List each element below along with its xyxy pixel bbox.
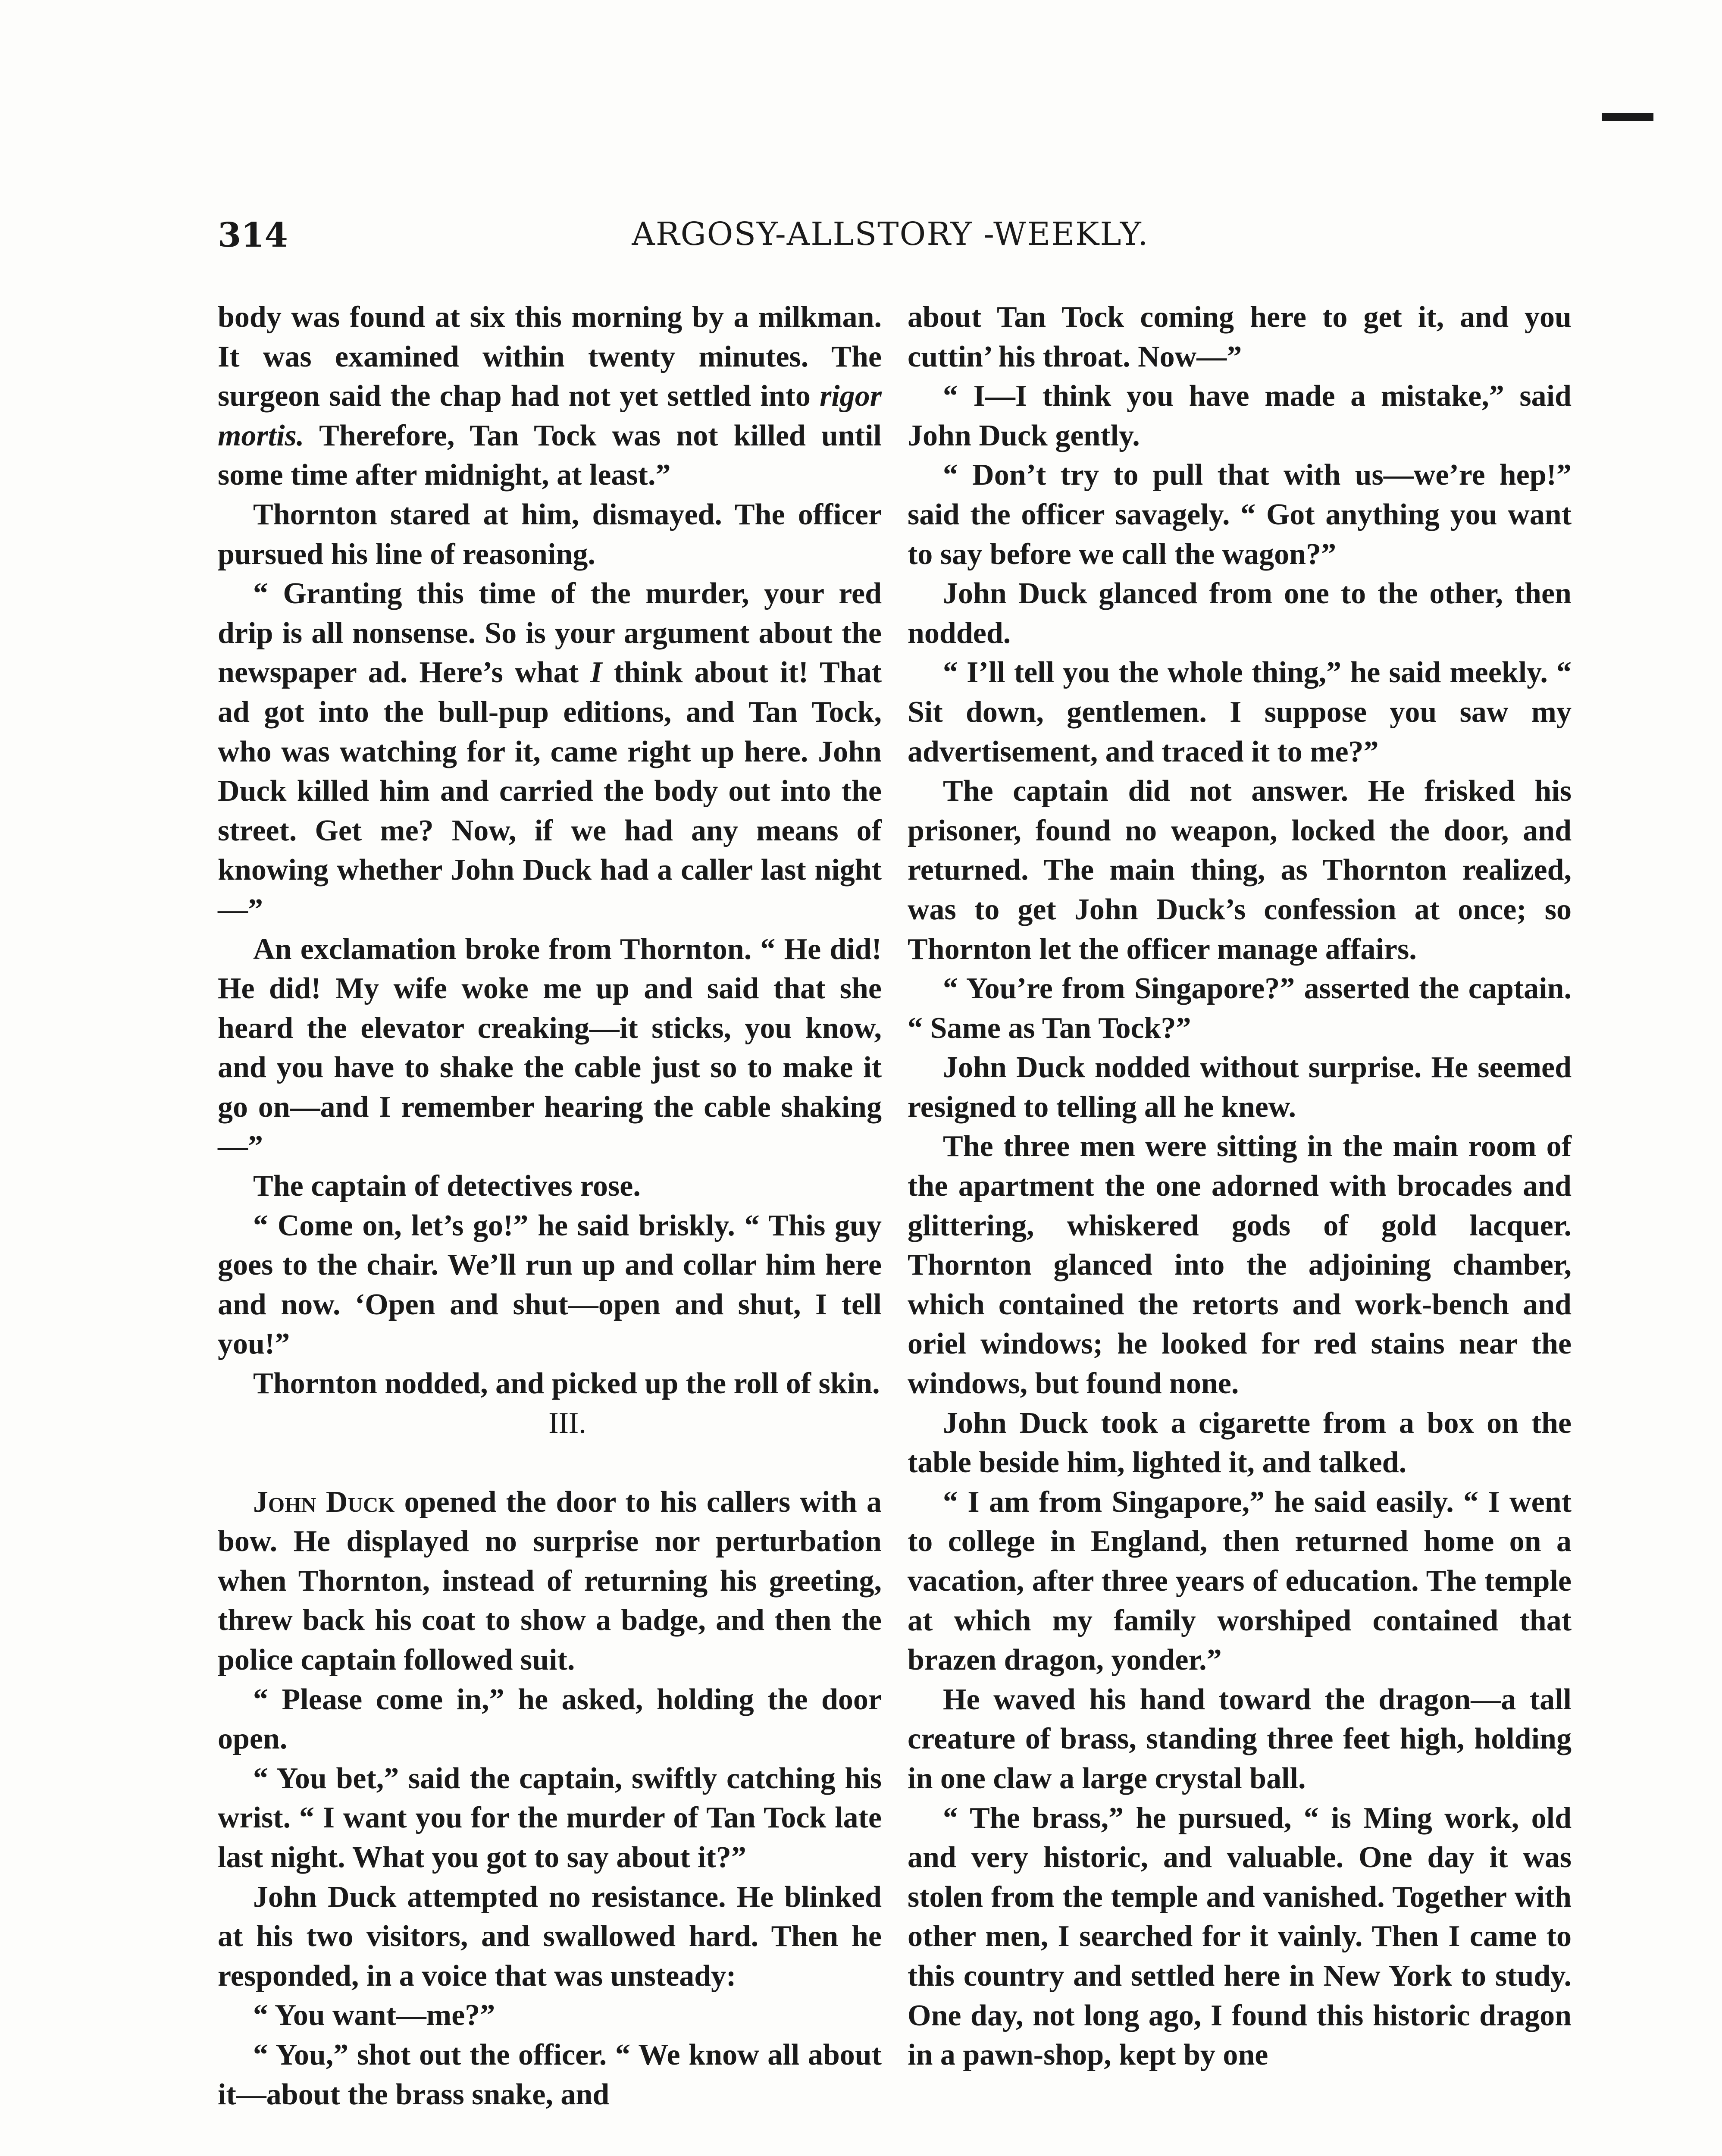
- scan-artifact-mark: [1602, 113, 1653, 121]
- paragraph: An exclamation broke from Thornton. “ He did! He did! My wife woke me up and said that she heard the elevator creaking—it sticks, you know, and you have to shake the cable just so to make it go on—and I remember hearing the cable shaking—”: [218, 932, 882, 1163]
- paragraph: John Duck took a cigarette from a box on the table beside him, lighted it, and talked.: [908, 1406, 1572, 1479]
- paragraph: John Duck nodded without surprise. He seemed resigned to telling all he knew.: [908, 1051, 1572, 1124]
- paragraph: “ The brass,” he pursued, “ is Ming work, old and very historic, and valuable. One day it was stolen from the temple and vanished. Together with other men, I searched for it vainly. Then I came to this country and settled here in New York to study. One day, not long ago, I found this historic dragon in a pawn-shop, kept by one: [908, 1801, 1572, 2072]
- paragraph: “ Please come in,” he asked, holding the door open.: [218, 1683, 882, 1756]
- paragraph: The captain did not answer. He frisked his prisoner, found no weapon, locked the door, and returned. The main thing, as Thornton realized, was to get John Duck’s confession at once; so Thornton let the officer manage affairs.: [908, 774, 1572, 966]
- right-column: [908, 298, 1572, 2075]
- paragraph: “ Don’t try to pull that with us—we’re hep!” said the officer savagely. “ Got anything you want to say before we call the wagon?”: [908, 458, 1572, 571]
- paragraph: He waved his hand toward the dragon—a tall creature of brass, standing three feet high, holding in one claw a large crystal ball.: [908, 1683, 1572, 1795]
- paragraph: “ Come on, let’s go!” he said briskly. “ This guy goes to the chair. We’ll run up and collar him here and now. ‘Open and shut—open and shut, I tell you!”: [218, 1209, 882, 1361]
- paragraph: Thornton stared at him, dismayed. The officer pursued his line of reasoning.: [218, 498, 882, 571]
- section-heading: III.: [548, 1406, 586, 1440]
- page-number: 314: [218, 216, 288, 255]
- paragraph: “ I am from Singapore,” he said easily. “ I went to college in England, then returned home on a vacation, after three years of education. The temple at which my family worshiped contained that brazen dragon, yonder.”: [908, 1485, 1572, 1677]
- paragraph: “ I’ll tell you the whole thing,” he said meekly. “ Sit down, gentlemen. I suppose you saw my advertisement, and traced it to me?”: [908, 656, 1572, 768]
- paragraph: John Duck attempted no resistance. He blinked at his two visitors, and swallowed hard. Then he responded, in a voice that was unsteady:: [218, 1880, 882, 1993]
- paragraph: “ You want—me?”: [253, 1999, 495, 2032]
- paragraph: body was found at six this morning by a milkman. It was examined within twenty minutes. The surgeon said the chap had not yet settled into rigor mortis. Therefore, Tan Tock was not killed until some time after midnight, at least.”: [218, 301, 882, 492]
- paragraph: “ You bet,” said the captain, swiftly catching his wrist. “ I want you for the murder of Tan Tock late last night. What you got to say about it?”: [218, 1761, 882, 1874]
- paragraph: John Duck glanced from one to the other, then nodded.: [908, 577, 1572, 650]
- paragraph: “ I—I think you have made a mistake,” said John Duck gently.: [908, 379, 1572, 452]
- paragraph: “ Granting this time of the murder, your red drip is all nonsense. So is your argument about the newspaper ad. Here’s what I think about it! That ad got into the bull-pup editions, and Tan Tock, who was watching for it, came right up here. John Duck killed him and carried the body out into the street. Get me? Now, if we had any means of knowing whether John Duck had a caller last night—”: [218, 577, 882, 926]
- paragraph: The captain of detectives rose.: [253, 1169, 641, 1203]
- paragraph: Thornton nodded, and picked up the roll of skin.: [253, 1367, 880, 1401]
- paragraph: “ You’re from Singapore?” asserted the captain. “ Same as Tan Tock?”: [908, 972, 1572, 1045]
- running-title: ARGOSY-ALLSTORY -WEEKLY.: [632, 216, 1149, 253]
- paragraph: about Tan Tock coming here to get it, and you cuttin’ his throat. Now—”: [908, 301, 1572, 373]
- paragraph: The three men were sitting in the main room of the apartment the one adorned with brocades and glittering, whiskered gods of gold lacquer. Thornton glanced into the adjoining chamber, which contained the retorts and work-bench and oriel windows; he looked for red stains near the windows, but found none.: [908, 1130, 1572, 1401]
- paragraph: “ You,” shot out the officer. “ We know all about it—about the brass snake, and: [218, 2038, 882, 2111]
- page-header: [218, 211, 1563, 272]
- paragraph: John Duck opened the door to his callers with a bow. He displayed no surprise nor perturbation when Thornton, instead of returning his greeting, threw back his coat to show a badge, and then the police captain followed suit.: [218, 1485, 882, 1677]
- left-column: [218, 298, 882, 2114]
